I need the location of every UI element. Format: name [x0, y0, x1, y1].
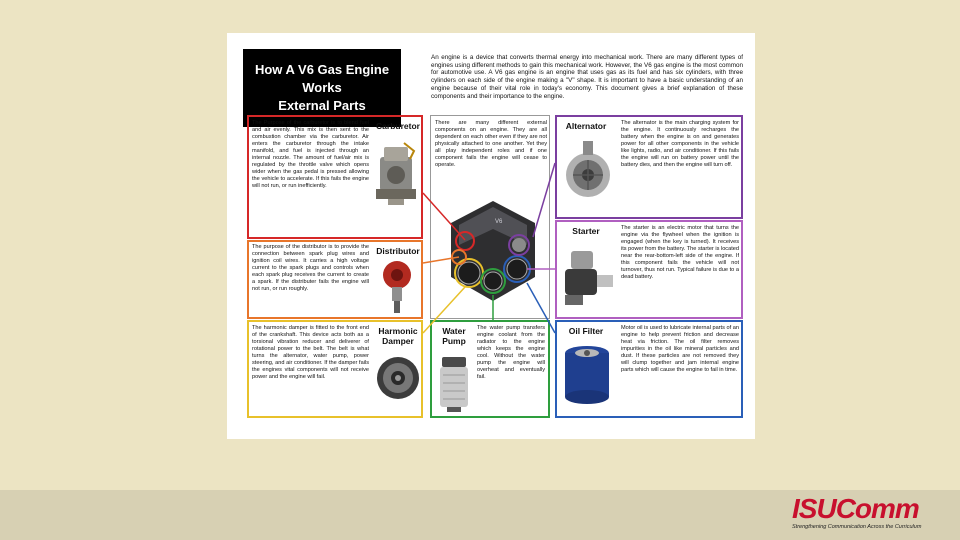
alternator-label: Alternator: [565, 121, 607, 131]
intro-text: An engine is a device that converts thermal energy into mechanical work. There are many different types of engines using different methods to gain this mechanical work. However, the V6 gas engine is the most common for automotive use. A V6 gas engine is an engine that uses gas as its fuel and has six cylinders, with three cylinders on each side of the engine making a "V" shape. It is important to have a basic understanding of an engine because of their vital role in today's economy. This document gives a brief explanation of these components and their importance to the engine.: [431, 54, 743, 100]
svg-text:V6: V6: [495, 219, 503, 225]
carburetor-label: Carburetor: [376, 121, 420, 131]
oil-filter-image: [561, 343, 613, 409]
engine-poster: [227, 33, 755, 439]
water-pump-text: The water pump transfers engine coolant from the radiator to the engine which keeps the engine cool. Without the water pump the engine will overheat and eventually fail.: [477, 325, 545, 380]
title-line-1: How A V6 Gas Engine: [254, 62, 390, 77]
logo-part2: Comm: [835, 493, 919, 524]
water-pump-label-line-1: Water: [442, 326, 466, 336]
alternator-text: The alternator is the main charging system for the engine. It continuously recharges the battery when the engine is on and generates power for all other components in the vehicle like lights, radio, and air conditioner. If this fails the engine will run on battery power until the battery dies, and then the engine will turn off.: [621, 120, 739, 168]
starter-image: [561, 243, 617, 313]
oil-filter-label: Oil Filter: [568, 326, 604, 336]
alternator-image: [563, 137, 613, 207]
oil-filter-text: Motor oil is used to lubricate internal parts of an engine to help prevent friction and decrease heat via friction. The oil filter removes impurities in the oil like mineral particles and dust. If these particles are not removed they will clump together and jam internal engine parts which will cause the engine to fail in time.: [621, 325, 739, 373]
distributor-text: The purpose of the distributor is to provide the connection between spark plug wires and ignition coil wires. It carries a high voltage current to the spark plugs and controls when each spark plug receives the current to create a spark. If the distributer fails the engine will not run, or run roughly.: [252, 244, 369, 292]
harmonic-damper-label-line-1: Harmonic: [378, 326, 418, 336]
starter-label: Starter: [572, 226, 600, 236]
center-text: There are many different external components on an engine. They are all dependent on each other even if they are not physically attached to one another. Yet they all play independent roles and if one component fails the engine will cease to operate.: [435, 120, 547, 168]
title-line-3: External Parts: [278, 98, 366, 113]
distributor-label: Distributor: [376, 246, 420, 256]
isucomm-logo: [792, 495, 952, 535]
carburetor-text: The Purpose of the carburetor is to blend fuel and air evenly. This mix is then sent to the combustion chamber via the carburetor. Air enters the carburetor through the intake manifold, and fuel is injected through an internal nozzle. The amount of fuel/air mix is regulated by the throttle valve which opens wider when the gas pedal is pressed allowing the vehicle to accelerate. If this fails the engine will not run, or run inefficiently.: [252, 120, 369, 189]
logo-tagline: Strengthening Communication Across the Curriculum: [792, 524, 922, 530]
starter-text: The starter is an electric motor that turns the engine via the flywheel when the ignition is engaged (when the key is turned). It receives its power from the battery. The starter is located near the rear-bottom-left side of the engine. If this component fails the vehicle will not turnover, thus not run. Typical failure is due to a dead battery.: [621, 225, 739, 280]
harmonic-damper-label-line-2: Damper: [382, 336, 414, 346]
logo-part1: ISU: [792, 493, 836, 524]
title-line-2: Works: [302, 80, 342, 95]
water-pump-label-line-2: Pump: [442, 336, 466, 346]
harmonic-damper-text: The harmonic damper is fitted to the front end of the crankshaft. This device acts both as a torsional vibration reducer and deliverer of rotational power to the belt. The belt is what turns the alternator, water pump, power steering, and air conditioner. If the damper fails the engines vital components will not receive power and the engine will fail.: [252, 325, 369, 380]
